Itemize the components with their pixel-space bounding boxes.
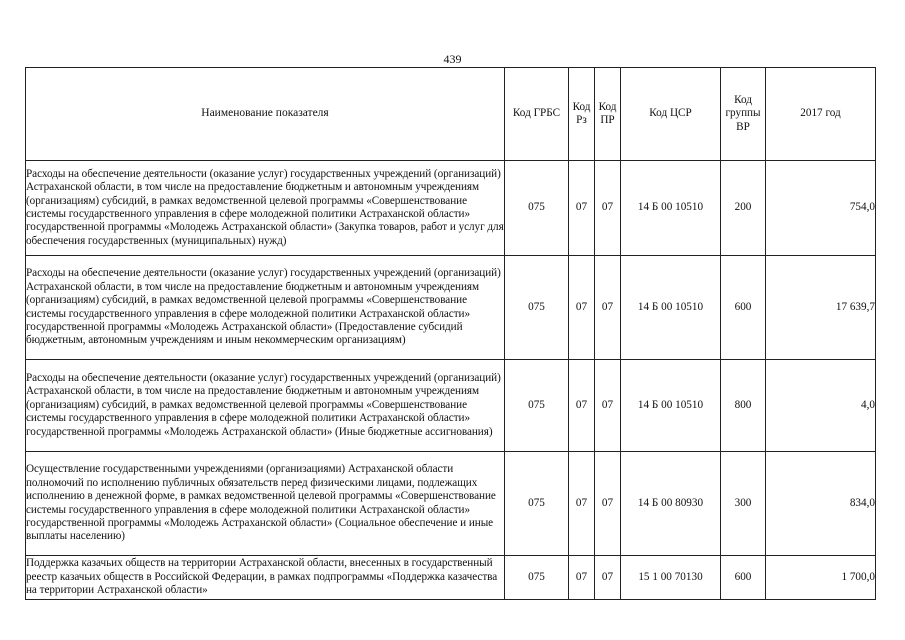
table-row bbox=[26, 256, 876, 360]
header-pr: Код ПР bbox=[595, 68, 621, 161]
row-vr: 600 bbox=[721, 256, 766, 360]
row-csr: 14 Б 00 10510 bbox=[621, 161, 721, 256]
row-name: Осуществление государственными учреждениями (организациями) Астраханской области полномочий по исполнению публичных обязательств перед физическими лицами, подлежащих исполнению в денежной форме, в рамках ведомственной целевой программы «Совершенствование системы государственного управления в сфере молодежной политики Астраханской области» государственной программы «Молодежь Астраханской области» (Социальное обеспечение и иные выплаты населению) bbox=[26, 452, 505, 556]
header-year: 2017 год bbox=[766, 68, 876, 161]
table-row bbox=[26, 556, 876, 600]
table-row bbox=[26, 161, 876, 256]
row-grbs: 075 bbox=[505, 256, 569, 360]
row-csr: 15 1 00 70130 bbox=[621, 556, 721, 600]
header-rz: Код Рз bbox=[569, 68, 595, 161]
page-number: 439 bbox=[443, 52, 462, 66]
row-name: Расходы на обеспечение деятельности (оказание услуг) государственных учреждений (организаций) Астраханской области, в том числе на предоставление бюджетным и автономным учреждениям (организациям) субсидий, в рамках ведомственной целевой программы «Совершенствование системы государственного управления в сфере молодежной политики Астраханской области» государственной программы «Молодежь Астраханской области» (Предоставление субсидий бюджетным, автономным учреждениям и иным некоммерческим организациям) bbox=[26, 256, 505, 360]
row-grbs: 075 bbox=[505, 556, 569, 600]
row-name: Расходы на обеспечение деятельности (оказание услуг) государственных учреждений (организаций) Астраханской области, в том числе на предоставление бюджетным и автономным учреждениям (организациям) субсидий, в рамках ведомственной целевой программы «Совершенствование системы государственного управления в сфере молодежной политики Астраханской области» государственной программы «Молодежь Астраханской области» (Закупка товаров, работ и услуг для обеспечения государственных (муниципальных) нужд) bbox=[26, 161, 505, 256]
row-amount: 17 639,7 bbox=[766, 256, 876, 360]
row-rz: 07 bbox=[569, 256, 595, 360]
row-grbs: 075 bbox=[505, 452, 569, 556]
table-row bbox=[26, 360, 876, 452]
row-pr: 07 bbox=[595, 452, 621, 556]
row-vr: 600 bbox=[721, 556, 766, 600]
row-rz: 07 bbox=[569, 161, 595, 256]
header-vr: Код группы ВР bbox=[721, 68, 766, 161]
row-rz: 07 bbox=[569, 360, 595, 452]
row-vr: 200 bbox=[721, 161, 766, 256]
row-pr: 07 bbox=[595, 256, 621, 360]
row-pr: 07 bbox=[595, 556, 621, 600]
row-vr: 800 bbox=[721, 360, 766, 452]
row-rz: 07 bbox=[569, 556, 595, 600]
row-rz: 07 bbox=[569, 452, 595, 556]
row-amount: 4,0 bbox=[766, 360, 876, 452]
header-grbs: Код ГРБС bbox=[505, 68, 569, 161]
row-csr: 14 Б 00 80930 bbox=[621, 452, 721, 556]
row-csr: 14 Б 00 10510 bbox=[621, 360, 721, 452]
row-vr: 300 bbox=[721, 452, 766, 556]
row-amount: 754,0 bbox=[766, 161, 876, 256]
table-row bbox=[26, 452, 876, 556]
header-name: Наименование показателя bbox=[26, 68, 505, 161]
row-amount: 834,0 bbox=[766, 452, 876, 556]
budget-table bbox=[25, 67, 876, 600]
row-grbs: 075 bbox=[505, 161, 569, 256]
row-name: Расходы на обеспечение деятельности (оказание услуг) государственных учреждений (организаций) Астраханской области, в том числе на предоставление бюджетным и автономным учреждениям (организациям) субсидий, в рамках ведомственной целевой программы «Совершенствование системы государственного управления в сфере молодежной политики Астраханской области» государственной программы «Молодежь Астраханской области» (Иные бюджетные ассигнования) bbox=[26, 360, 505, 452]
row-pr: 07 bbox=[595, 161, 621, 256]
row-amount: 1 700,0 bbox=[766, 556, 876, 600]
row-csr: 14 Б 00 10510 bbox=[621, 256, 721, 360]
header-csr: Код ЦСР bbox=[621, 68, 721, 161]
table-header-row bbox=[26, 68, 876, 161]
row-name: Поддержка казачьих обществ на территории Астраханской области, внесенных в государственный реестр казачьих обществ в Российской Федерации, в рамках подпрограммы «Поддержка казачества на территории Астраханской области» bbox=[26, 556, 505, 600]
row-grbs: 075 bbox=[505, 360, 569, 452]
row-pr: 07 bbox=[595, 360, 621, 452]
